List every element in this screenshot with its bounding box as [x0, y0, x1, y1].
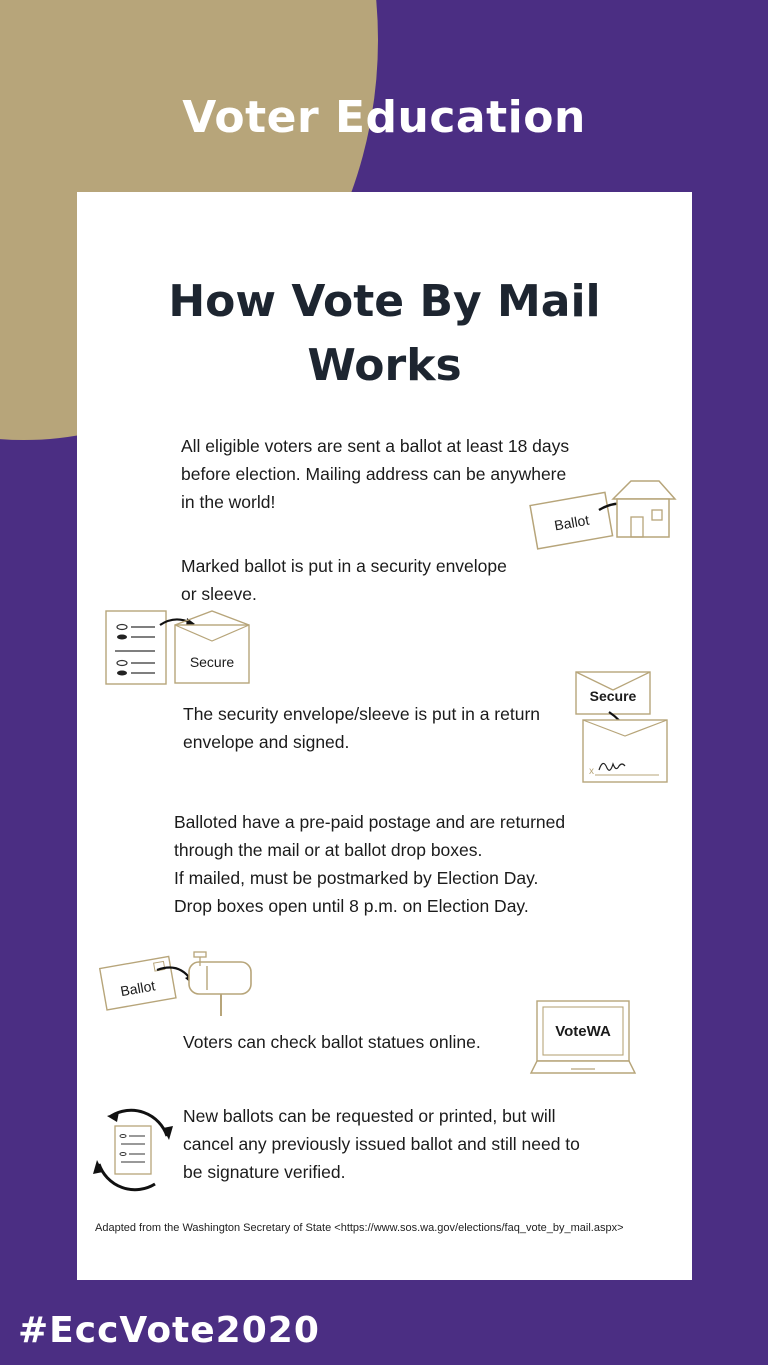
mailbox-ballot-label: Ballot [119, 977, 157, 1000]
ballot-house-icon [527, 477, 679, 557]
ballot-sleeve-icon [105, 609, 255, 687]
card-title-line-2: Works [307, 340, 462, 391]
source-note: Adapted from the Washington Secretary of State <https://www.sos.wa.gov/elections/faq_vote_by_mail.aspx> [95, 1222, 624, 1234]
secure-label: Secure [189, 654, 235, 670]
svg-text:x: x [589, 766, 594, 777]
card-title-line-1: How Vote By Mail [168, 276, 601, 327]
step-6-text: New ballots can be requested or printed, but will cancel any previously issued ballot and still need to be signature verified. [183, 1106, 580, 1182]
laptop-icon [529, 999, 639, 1079]
step-4-text: Balloted have a pre-paid postage and are returned through the mail or at ballot drop boxes. If mailed, must be postmarked by Election Day. Drop boxes open until 8 p.m. on Election Day. [174, 812, 566, 916]
step-1-text: All eligible voters are sent a ballot at least 18 days before election. Mailing address can be anywhere in the world! [181, 436, 570, 512]
hashtag: #EccVote2020 [18, 1310, 320, 1351]
step-3-text: The security envelope/sleeve is put in a return envelope and signed. [183, 704, 540, 752]
return-envelope-icon [573, 670, 673, 786]
card-title [77, 270, 692, 398]
info-card [77, 192, 692, 1280]
ballot-label: Ballot [553, 511, 591, 534]
page-header-title: Voter Education [182, 92, 586, 143]
step-2-text: Marked ballot is put in a security envelope or sleeve. [181, 556, 507, 604]
votewa-label: VoteWA [555, 1023, 611, 1040]
secure-return-label: Secure [589, 688, 637, 704]
mailbox-icon [99, 944, 259, 1018]
step-5-text: Voters can check ballot statues online. [183, 1032, 481, 1052]
refresh-ballot-icon [87, 1104, 179, 1196]
